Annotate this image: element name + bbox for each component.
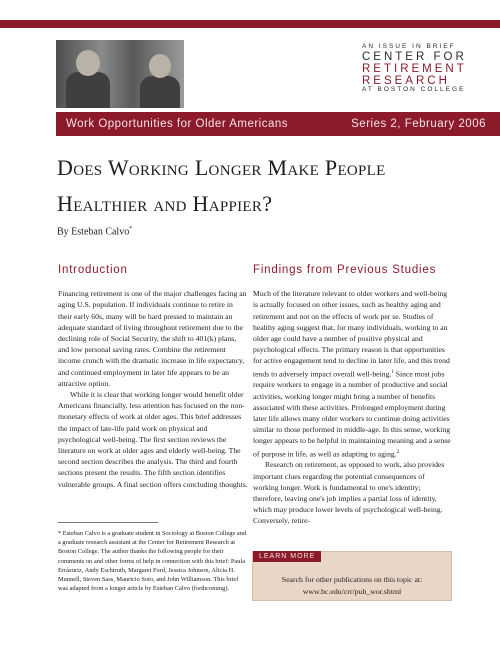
series-number: Series 2, February 2006 [351, 118, 486, 130]
byline-footnote-mark: * [129, 226, 133, 232]
logo-center-for: CENTER FOR [362, 50, 467, 63]
findings-heading: Findings from Previous Studies [253, 264, 437, 276]
logo-research: RESEARCH [362, 74, 450, 87]
photo-figure-right [140, 76, 180, 108]
learn-more-box [252, 551, 452, 601]
introduction-section [58, 265, 248, 490]
learn-more-text [253, 574, 451, 598]
endnote-1: 1 [391, 369, 394, 375]
findings-text-1a: Much of the literature relevant to older workers and well-being is actually focused on other issues, such as healthy aging and retirement and not on the effects of work per se. Studies of healthy aging suggest that, for many individuals, working to an older age could have a number of positive physical and psychological effects. The primary reason is that opportunities for active engagement tend to decline in later life, and this trend tends to adversely impact overall well-being. [253, 289, 450, 379]
introduction-heading: Introduction [58, 264, 128, 276]
endnote-2: 2 [396, 449, 400, 455]
header-photo [56, 40, 184, 108]
findings-paragraph-1 [253, 288, 451, 459]
series-name: Work Opportunities for Older Americans [66, 118, 289, 130]
logo-issue-brief: AN ISSUE IN BRIEF [362, 43, 456, 50]
logo-boston-college: AT BOSTON COLLEGE [362, 86, 466, 93]
byline-author: By Esteban Calvo [57, 226, 130, 238]
title-line-1: Does Working Longer Make People [57, 155, 386, 180]
photo-head-right [149, 54, 171, 78]
findings-section [253, 265, 451, 527]
top-rule [0, 20, 500, 28]
photo-head-left [76, 50, 100, 76]
author-footnote: * Esteban Calvo is a graduate student in Sociology at Boston College and a graduate research assistant at the Center for Retirement Research at Boston College. The author thanks the following people for their comments on and other forms of help in connection with this brief: Paula Errázuriz, Andy Eschtruth, Margaret Ford, Jessica Johnson, Alicia H. Munnell, Steven Sass, Mauricio Soto, and John Williamson. This brief was adapted from a longer article by Esteban Calvo (forthcoming). [58, 530, 247, 593]
logo-retirement: RETIREMENT [362, 62, 467, 75]
introduction-paragraph-1: Financing retirement is one of the major challenges facing an aging U.S. population. If individuals continue to retire in their early 60s, many will be hard pressed to maintain an adequate standard of living throughout retirement due to the declining role of Social Security, the shift to 401(k) plans, and low personal saving rates. Combine the retirement income crunch with the dramatic increase in life expectancy, and continued employment in later life appears to be an attractive option. [58, 289, 247, 388]
crr-logo [362, 44, 482, 94]
introduction-paragraph-2: While it is clear that working longer would benefit older Americans financially, less attention has focused on the non-monetary effects of work at older ages. This brief addresses the impact of late-life paid work on physical and psychological well-being. The first section reviews the literature on work at older ages and elderly well-being. The second section describes the analysis. The third and fourth sections present the results. The fifth section identifies vulnerable groups. A final section offers concluding thoughts. [58, 390, 248, 489]
learn-more-tab: LEARN MORE [253, 551, 321, 562]
findings-text-1b: Since most jobs require workers to engage in a number of productive and social activities, working longer might bring a number of benefits associated with these activities. Prolonged employment during later life allows many older workers to continue doing activities similar to those performed in middle-age. In this sense, working longer appears to be helpful in maintaining meaning and a sense of purpose in life, as well as adapting to aging. [253, 369, 451, 459]
page-title [57, 150, 477, 222]
photo-figure-left [66, 72, 110, 108]
learn-more-line: Search for other publications on this topic at: [281, 575, 423, 584]
learn-more-link[interactable]: www.bc.edu/crr/pub_wor.shtml [302, 587, 402, 596]
findings-paragraph-2: Research on retirement, as opposed to work, also provides important clues regarding the potential consequences of working longer. Work is fundamental to one's identity; therefore, leaving one's job implies a partial loss of identity, which may produce lower levels of psychological well-being. Conversely, retire- [253, 460, 445, 526]
series-band [56, 112, 500, 136]
title-line-2: Healthier and Happier? [57, 191, 273, 216]
footnote-divider [58, 522, 158, 523]
byline [57, 226, 132, 237]
